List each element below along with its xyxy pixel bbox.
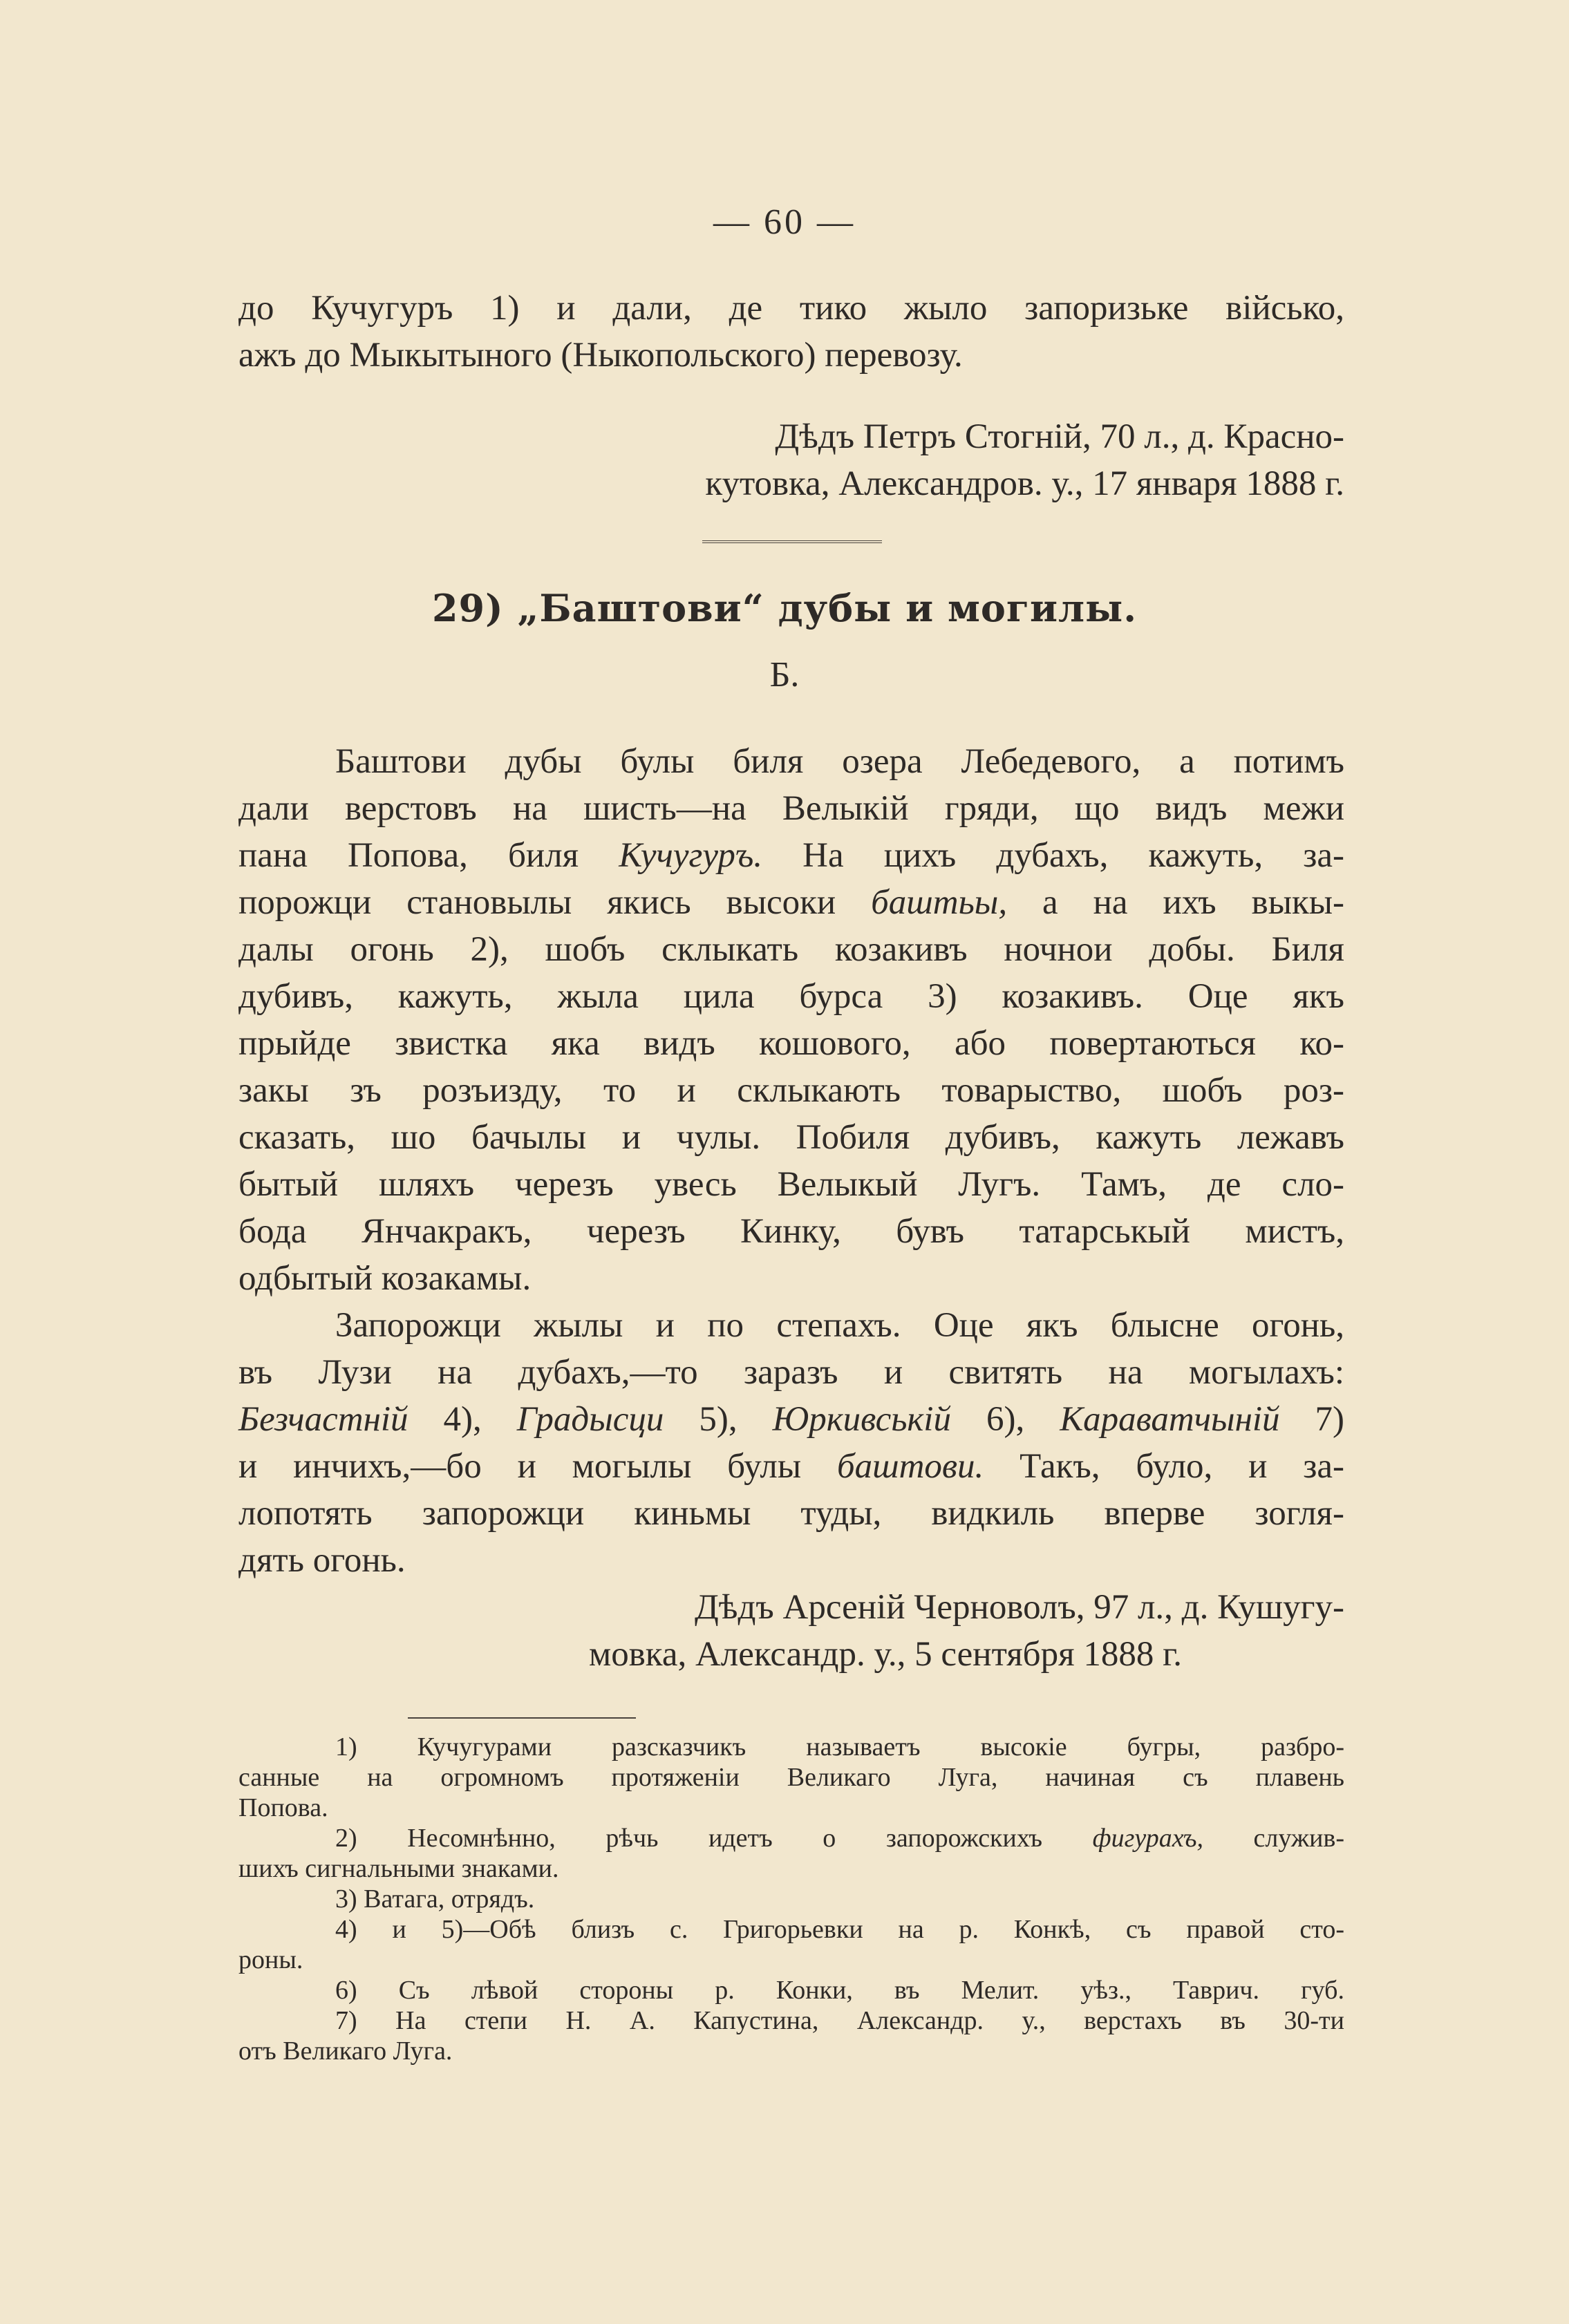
text-line: порожци становылы якись высоки баштьы, а на ихъ выкы- xyxy=(238,883,1344,922)
footnote-line: санные на огромномъ протяженіи Великаго Луга, начиная съ плавень xyxy=(238,1763,1344,1792)
footnote-line: отъ Великаго Луга. xyxy=(238,2037,453,2066)
attribution-line: Дѣдъ Петръ Стогній, 70 л., д. Красно- xyxy=(775,417,1344,456)
text-line: далы огонь 2), шобъ склыкать козакивъ ночнои добы. Биля xyxy=(238,930,1344,969)
text-line: Запорожци жылы и по степахъ. Оце якъ блысне огонь, xyxy=(335,1306,1344,1345)
attribution-line: кутовка, Александров. у., 17 января 1888 г. xyxy=(705,464,1344,503)
footnote-line: 4) и 5)—Обѣ близъ с. Григорьевки на р. Конкѣ, съ правой сто- xyxy=(335,1915,1344,1944)
footnote-line: 6) Съ лѣвой стороны р. Конки, въ Мелит. уѣз., Таврич. губ. xyxy=(335,1976,1344,2005)
text-line: въ Лузи на дубахъ,—то заразъ и свитять на могылахъ: xyxy=(238,1353,1344,1392)
text-line: до Кучугуръ 1) и дали, де тико жыло запоризьке військо, xyxy=(238,289,1344,328)
text-line: закы зъ розъизду, то и склыкають товарыство, шобъ роз- xyxy=(238,1071,1344,1110)
attribution-line: мовка, Александр. у., 5 сентября 1888 г. xyxy=(588,1635,1182,1674)
footnote-divider xyxy=(408,1717,636,1719)
text-line: дали верстовъ на шисть—на Велыкій гряди, що видъ межи xyxy=(238,789,1344,828)
story-paragraph-2 xyxy=(238,1302,1344,1584)
story-title: 29) „Баштови“ дубы и могилы. xyxy=(431,586,1138,630)
footnote-line: 3) Ватага, отрядъ. xyxy=(335,1884,535,1914)
text-line: прыйде звистка яка видъ кошового, або повертаються ко- xyxy=(238,1024,1344,1063)
text-line: сказать, шо бачылы и чулы. Побиля дубивъ, кажуть лежавъ xyxy=(238,1118,1344,1157)
text-line: дять огонь. xyxy=(238,1541,406,1580)
footnotes xyxy=(238,1732,1344,2066)
text-line: пана Попова, биля Кучугуръ. На цихъ дубахъ, кажуть, за- xyxy=(238,836,1344,875)
italic-word: баштьы, xyxy=(871,883,1008,922)
text-line: Баштови дубы булы биля озера Лебедевого, а потимъ xyxy=(335,742,1344,781)
italic-word: фигурахъ, xyxy=(1092,1824,1203,1853)
story-paragraph-1 xyxy=(238,738,1344,1302)
section-divider xyxy=(702,540,882,543)
text-line: бытый шляхъ черезъ увесь Велыкый Лугъ. Тамъ, де сло- xyxy=(238,1165,1344,1204)
story-attribution xyxy=(238,1584,1344,1678)
intro-text xyxy=(238,285,1344,379)
footnote-line: роны. xyxy=(238,1945,303,1974)
italic-word: Кучугуръ. xyxy=(619,836,763,875)
footnote-line: шихъ сигнальными знаками. xyxy=(238,1854,559,1883)
text-line: дубивъ, кажуть, жыла цила бурса 3) козакивъ. Оце якъ xyxy=(238,977,1344,1016)
story-subtitle: Б. xyxy=(769,655,800,695)
footnote-line: 7) На степи Н. А. Капустина, Александр. у., верстахъ въ 30-ти xyxy=(335,2006,1344,2035)
italic-word: баштови. xyxy=(836,1447,984,1486)
text-line: лопотять запорожци киньмы туды, видкиль вперве зогля- xyxy=(238,1494,1344,1533)
footnote-line: 2) Несомнѣнно, рѣчь идетъ о запорожскихъ фигурахъ, служив- xyxy=(335,1824,1345,1853)
text-line: одбытый козакамы. xyxy=(238,1259,532,1298)
text-line: и инчихъ,—бо и могылы булы баштови. Такъ, було, и за- xyxy=(238,1447,1344,1486)
text-line: Безчастній 4), Градысци 5), Юркивській 6), Караватчыній 7) xyxy=(238,1400,1345,1439)
page-number: — 60 — xyxy=(713,202,856,242)
text-line: бода Янчакракъ, черезъ Кинку, бувъ татарськый мистъ, xyxy=(238,1212,1344,1251)
footnote-line: Попова. xyxy=(238,1793,328,1822)
intro-attribution xyxy=(238,413,1344,507)
footnote-line: 1) Кучугурами разсказчикъ называетъ высокіе бугры, разбро- xyxy=(335,1732,1344,1761)
text-line: ажъ до Мыкытыного (Ныкопольского) перевозу. xyxy=(238,336,963,375)
attribution-line: Дѣдъ Арсеній Черноволъ, 97 л., д. Кушугу- xyxy=(695,1588,1344,1627)
